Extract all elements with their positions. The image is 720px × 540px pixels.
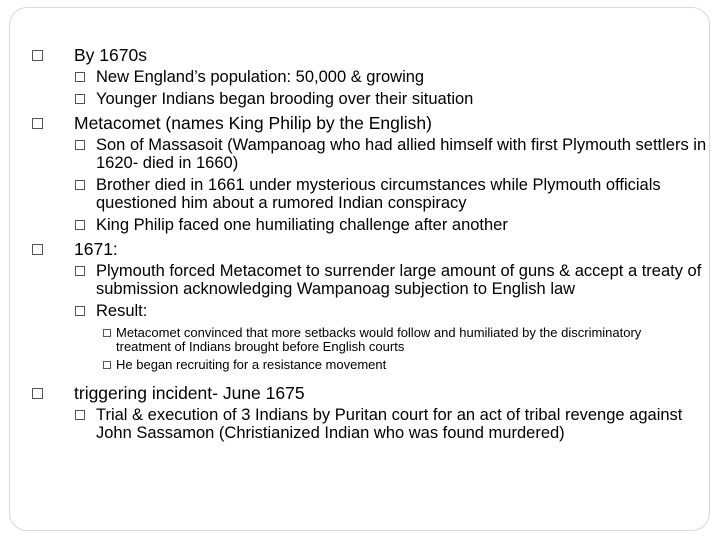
slide-content xyxy=(30,44,707,442)
bullet-square-icon xyxy=(75,306,85,316)
bullet-square-icon xyxy=(75,140,85,150)
bullet-text: Metacomet (names King Philip by the English) xyxy=(74,113,432,133)
bullet-square-icon xyxy=(75,72,85,82)
bullet-1671 xyxy=(30,238,690,260)
bullet-square-icon xyxy=(32,118,43,129)
sub-bullet-brother-died xyxy=(30,176,716,212)
sub-bullet-text: King Philip faced one humiliating challenge after another xyxy=(96,216,508,234)
bullet-square-icon xyxy=(75,410,85,420)
sub-sub-bullet-text: Metacomet convinced that more setbacks would follow and humiliated by the discriminatory treatment of Indians brought before English courts xyxy=(116,325,642,354)
bullet-square-icon xyxy=(32,244,43,255)
sub-sub-bullet-text: He began recruiting for a resistance movement xyxy=(116,357,387,372)
bullet-text: 1671: xyxy=(74,239,118,259)
bullet-square-icon xyxy=(75,94,85,104)
bullet-square-icon xyxy=(75,180,85,190)
sub-bullet-text: Son of Massasoit (Wampanoag who had allied himself with first Plymouth settlers in 1620- died in 1660) xyxy=(96,136,707,172)
sub-bullet-younger-indians xyxy=(30,90,690,108)
bullet-square-icon xyxy=(103,329,111,337)
slide-frame xyxy=(9,7,710,531)
sub-bullet-humiliating-challenge xyxy=(30,216,690,234)
bullet-by-1670s xyxy=(30,44,690,66)
sub-bullet-text: New England’s population: 50,000 & growing xyxy=(96,68,425,86)
bullet-text: By 1670s xyxy=(74,45,147,65)
bullet-square-icon xyxy=(32,388,43,399)
bullet-square-icon xyxy=(103,361,111,369)
sub-bullet-plymouth-forced xyxy=(30,262,716,298)
bullet-square-icon xyxy=(75,266,85,276)
bullet-triggering-incident xyxy=(30,382,690,404)
sub-sub-bullet-convinced xyxy=(30,326,676,354)
sub-bullet-result xyxy=(30,302,690,320)
sub-bullet-trial-execution xyxy=(30,406,716,442)
sub-bullet-text: Brother died in 1661 under mysterious circumstances while Plymouth officials questioned him about a rumored Indian conspiracy xyxy=(96,176,661,212)
sub-bullet-son-of-massasoit xyxy=(30,136,716,172)
sub-bullet-text: Result: xyxy=(96,302,148,320)
sub-bullet-text: Plymouth forced Metacomet to surrender large amount of guns & accept a treaty of submission acknowledging Wampanoag subjection to English law xyxy=(96,262,702,298)
bullet-text: triggering incident- June 1675 xyxy=(74,383,305,403)
sub-bullet-text: Trial & execution of 3 Indians by Puritan court for an act of tribal revenge against John Sassamon (Christianized Indian who was found murdered) xyxy=(96,406,683,442)
bullet-metacomet xyxy=(30,112,690,134)
bullet-square-icon xyxy=(75,220,85,230)
sub-bullet-population xyxy=(30,68,690,86)
sub-bullet-text: Younger Indians began brooding over their situation xyxy=(96,90,474,108)
bullet-square-icon xyxy=(32,50,43,61)
sub-sub-bullet-recruiting xyxy=(30,358,676,372)
